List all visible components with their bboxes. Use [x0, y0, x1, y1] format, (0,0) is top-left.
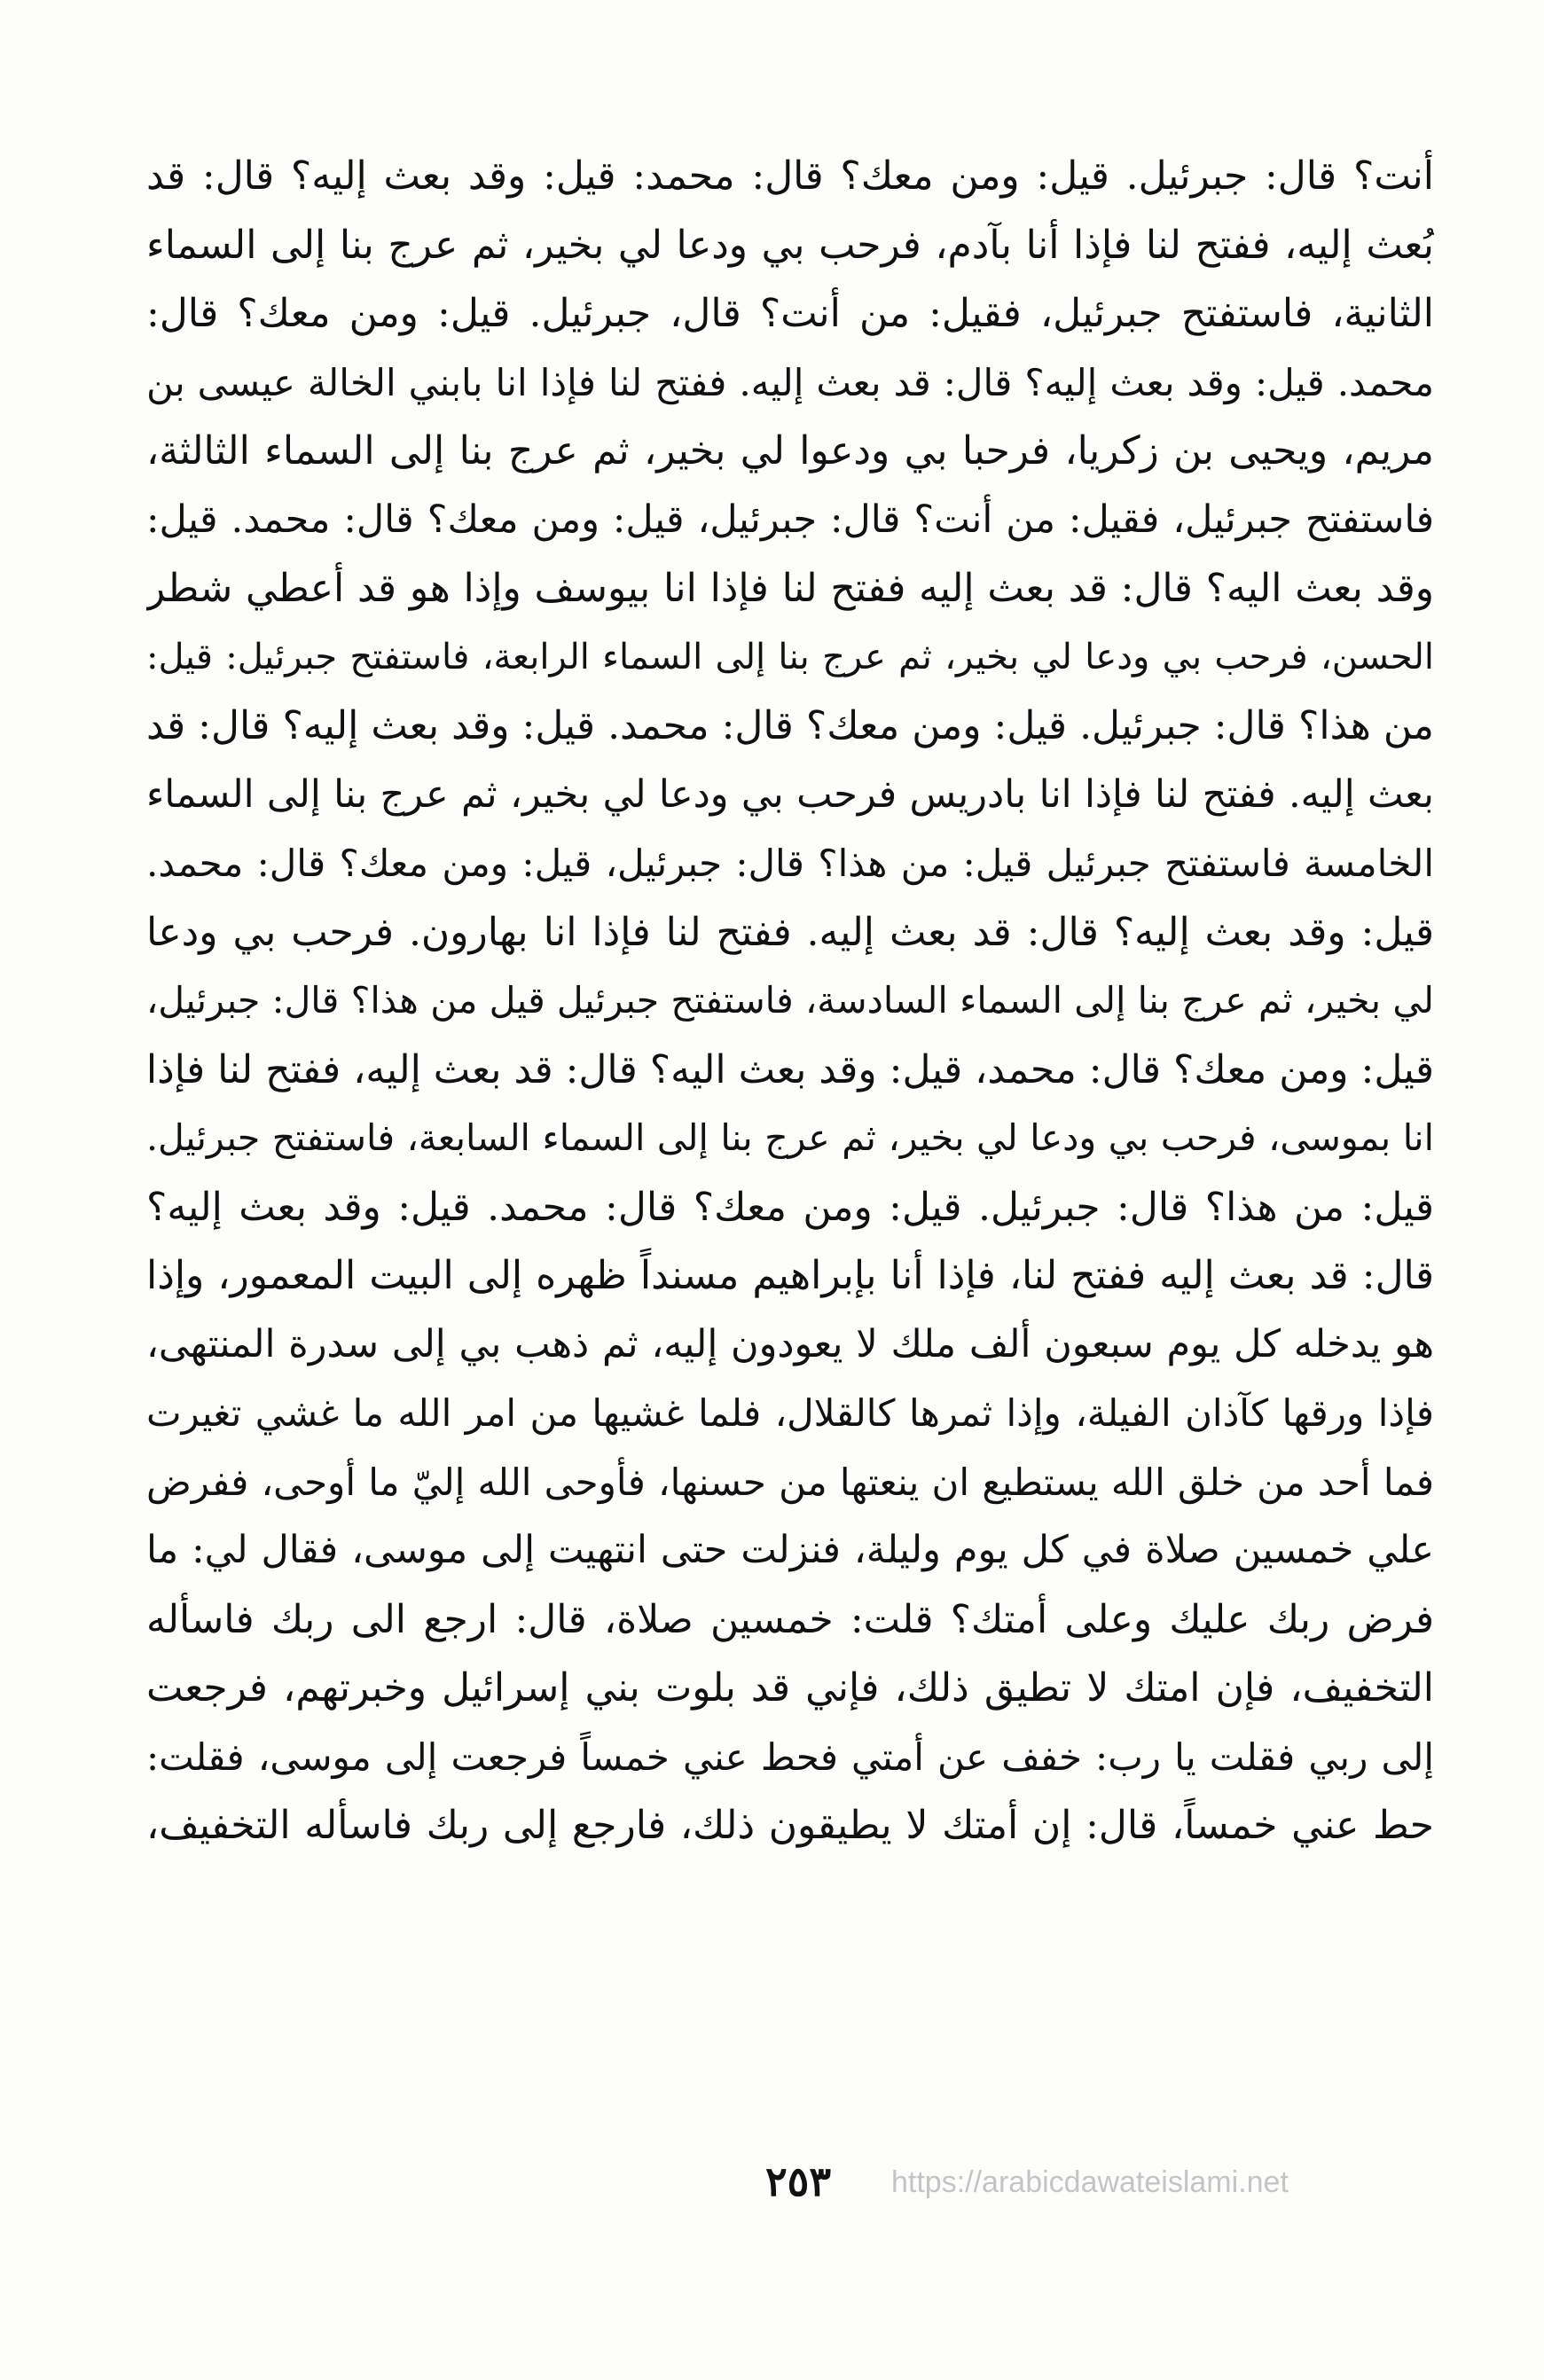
- text-line: بُعث إليه، ففتح لنا فإذا أنا بآدم، فرحب بي ودعا لي بخير، ثم عرج بنا إلى السماء: [146, 222, 1434, 268]
- text-line: وقد بعث اليه؟ قال: قد بعث إليه ففتح لنا فإذا انا بيوسف وإذا هو قد أعطي شطر: [146, 566, 1434, 611]
- text-line: مريم، ويحيى بن زكريا، فرحبا بي ودعوا لي بخير، ثم عرج بنا إلى السماء الثالثة،: [146, 428, 1434, 474]
- text-line: فما أحد من خلق الله يستطيع ان ينعتها من حسنها، فأوحى الله إليّ ما أوحى، ففرض: [146, 1460, 1434, 1504]
- page-number: ٢٥٣: [764, 2157, 832, 2205]
- text-line: فإذا ورقها كآذان الفيلة، وإذا ثمرها كالقلال، فلما غشيها من امر الله ما غشي تغيرت: [146, 1391, 1434, 1435]
- text-line: علي خمسين صلاة في كل يوم وليلة، فنزلت حتى انتهيت إلى موسى، فقال لي: ما: [146, 1528, 1434, 1572]
- text-line: انا بموسى، فرحب بي ودعا لي بخير، ثم عرج بنا إلى السماء السابعة، فاستفتح جبرئيل.: [146, 1116, 1434, 1159]
- page-footer: [0, 2141, 1544, 2221]
- text-line: حط عني خمساً، قال: إن أمتك لا يطيقون ذلك، فارجع إلى ربك فاسأله التخفيف،: [146, 1803, 1434, 1848]
- text-line: أنت؟ قال: جبرئيل. قيل: ومن معك؟ قال: محمد: قيل: وقد بعث إليه؟ قال: قد: [146, 153, 1434, 199]
- text-line: لي بخير، ثم عرج بنا إلى السماء السادسة، فاستفتح جبرئيل قيل من هذا؟ قال: جبرئيل،: [146, 979, 1434, 1022]
- body-text: [146, 142, 1434, 1860]
- text-line: محمد. قيل: وقد بعث إليه؟ قال: قد بعث إليه. ففتح لنا فإذا انا بابني الخالة عيسى بن: [146, 360, 1434, 404]
- text-line: الحسن، فرحب بي ودعا لي بخير، ثم عرج بنا إلى السماء الرابعة، فاستفتح جبرئيل: قيل:: [146, 636, 1434, 677]
- text-line: الثانية، فاستفتح جبرئيل، فقيل: من أنت؟ قال، جبرئيل. قيل: ومن معك؟ قال:: [146, 291, 1434, 336]
- text-line: التخفيف، فإن امتك لا تطيق ذلك، فإني قد بلوت بني إسرائيل وخبرتهم، فرجعت: [146, 1665, 1434, 1711]
- text-line: فرض ربك عليك وعلى أمتك؟ قلت: خمسين صلاة، قال: ارجع الى ربك فاسأله: [146, 1596, 1434, 1642]
- text-line: قيل: وقد بعث إليه؟ قال: قد بعث إليه. ففتح لنا فإذا انا بهارون. فرحب بي ودعا: [146, 909, 1434, 955]
- text-line: من هذا؟ قال: جبرئيل. قيل: ومن معك؟ قال: محمد. قيل: وقد بعث إليه؟ قال: قد: [146, 703, 1434, 748]
- text-line: إلى ربي فقلت يا رب: خفف عن أمتي فحط عني خمساً فرجعت إلى موسى، فقلت:: [146, 1734, 1434, 1779]
- text-line: قيل: من هذا؟ قال: جبرئيل. قيل: ومن معك؟ قال: محمد. قيل: وقد بعث إليه؟: [146, 1184, 1434, 1230]
- text-line: قيل: ومن معك؟ قال: محمد، قيل: وقد بعث اليه؟ قال: قد بعث إليه، ففتح لنا فإذا: [146, 1046, 1434, 1092]
- text-line: قال: قد بعث إليه ففتح لنا، فإذا أنا بإبراهيم مسنداً ظهره إلى البيت المعمور، وإذا: [146, 1253, 1434, 1298]
- text-line: هو يدخله كل يوم سبعون ألف ملك لا يعودون إليه، ثم ذهب بي إلى سدرة المنتهى،: [146, 1321, 1434, 1366]
- text-line: الخامسة فاستفتح جبرئيل قيل: من هذا؟ قال: جبرئيل، قيل: ومن معك؟ قال: محمد.: [146, 842, 1434, 885]
- text-line: بعث إليه. ففتح لنا فإذا انا بادريس فرحب بي ودعا لي بخير، ثم عرج بنا إلى السماء: [146, 771, 1434, 817]
- text-line: فاستفتح جبرئيل، فقيل: من أنت؟ قال: جبرئيل، قيل: ومن معك؟ قال: محمد. قيل:: [146, 497, 1434, 542]
- source-watermark: https://arabicdawateislami.net: [891, 2165, 1289, 2199]
